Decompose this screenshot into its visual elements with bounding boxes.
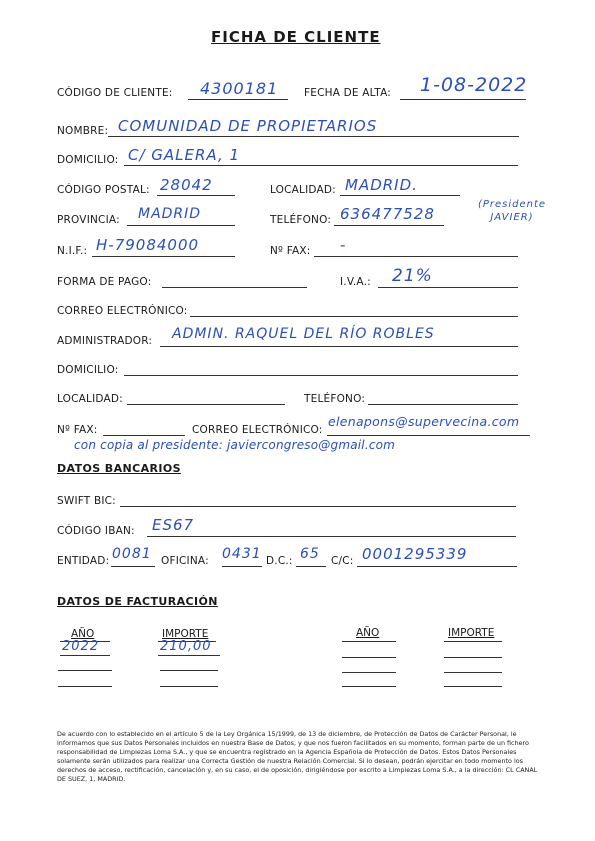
localidad-value[interactable]: MADRID. [345,176,418,194]
provincia-value[interactable]: MADRID [138,206,202,222]
telefono-note: (Presidente JAVIER) [477,199,547,223]
line-correo [190,316,518,317]
fact-line [444,686,502,687]
fact-line [342,657,396,658]
label-adm-fax: Nº FAX: [57,424,98,436]
codigo-postal-value[interactable]: 28042 [160,176,213,194]
label-iban: CÓDIGO IBAN: [57,525,135,537]
nombre-value[interactable]: COMUNIDAD DE PROPIETARIOS [118,117,378,135]
line-nombre [108,136,519,137]
label-localidad: LOCALIDAD: [270,184,336,196]
fact-line [58,670,112,671]
line-codigo-postal [157,195,235,196]
label-nombre: NOMBRE: [57,125,109,137]
line-adm-domicilio [124,375,518,376]
fact-line [444,641,502,642]
fact-line [342,686,396,687]
line-iva [378,287,518,288]
label-correo: CORREO ELECTRÓNICO: [57,305,188,317]
label-fecha-alta: FECHA DE ALTA: [304,87,391,99]
line-telefono [334,225,444,226]
label-adm-domicilio: DOMICILIO: [57,364,119,376]
fecha-alta-value[interactable]: 1-08-2022 [420,74,528,96]
entidad-value[interactable]: 0081 [112,546,152,562]
label-administrador: ADMINISTRADOR: [57,335,153,347]
label-cc: C/C: [331,555,354,567]
line-adm-correo [327,435,530,436]
line-oficina [222,566,262,567]
line-administrador [160,346,518,347]
bancarios-heading: DATOS BANCARIOS [57,462,181,475]
label-domicilio: DOMICILIO: [57,154,119,166]
label-adm-correo: CORREO ELECTRÓNICO: [192,424,323,436]
label-entidad: ENTIDAD: [57,555,110,567]
dc-value[interactable]: 65 [300,546,320,562]
nif-value[interactable]: H-79084000 [96,236,200,254]
line-localidad [340,195,460,196]
fact-line [342,641,396,642]
line-adm-localidad [127,404,285,405]
line-fax [314,256,518,257]
line-swift [120,506,516,507]
col-year-right: AÑO [356,627,380,639]
adm-correo-value[interactable]: elenapons@supervecina.com [328,414,520,429]
label-fax: Nº FAX: [270,245,311,257]
label-iva: I.V.A.: [340,276,371,288]
fact-line [58,686,112,687]
iva-value[interactable]: 21% [392,266,433,286]
label-codigo-postal: CÓDIGO POSTAL: [57,184,150,196]
label-swift: SWIFT BIC: [57,495,116,507]
page-title: FICHA DE CLIENTE [211,28,381,46]
line-adm-telefono [368,404,518,405]
line-entidad [111,566,155,567]
fax-value[interactable]: - [340,236,347,254]
administrador-value[interactable]: ADMIN. RAQUEL DEL RÍO ROBLES [172,326,435,342]
label-oficina: OFICINA: [161,555,209,567]
line-codigo-cliente [188,99,288,100]
fact-line [60,655,110,656]
line-cc [357,566,517,567]
label-dc: D.C.: [266,555,293,567]
iban-value[interactable]: ES67 [152,516,195,534]
codigo-cliente-value[interactable]: 4300181 [200,79,279,98]
col-amount-left: IMPORTE [162,628,209,640]
fact-year-value[interactable]: 2022 [62,639,100,654]
label-adm-telefono: TELÉFONO: [304,393,366,405]
line-nif [92,256,235,257]
line-forma-pago [162,287,307,288]
label-adm-localidad: LOCALIDAD: [57,393,123,405]
label-codigo-cliente: CÓDIGO DE CLIENTE: [57,87,173,99]
fact-line [160,686,218,687]
fact-line [444,657,502,658]
legal-notice: De acuerdo con lo establecido en el artículo 5 de la Ley Orgánica 15/1999, de 13 de diciembre, de Protección de Datos de Carácter Personal, le informamos que sus Datos Personales incluidos en nuestra Base de Datos, y que nos fueron facilitados en su momento, forman parte de un fichero responsabilidad de Limpiezas Loma S.A., y que se encuentra registrado en la Agencia Española de Protección de Datos. Estos Datos Personales solamente serán utilizados para realizar una Correcta Gestión de nuestra Relación Comercial. Si lo desean, podrán ejercitar en todo momento los derechos de acceso, rectificación, cancelación y, en su caso, el de oposición, dirigiéndose por escrito a Limpiezas Loma S.A., a la dirección: CL CANAL DE SUEZ, 1, MADRID. [57,730,538,783]
label-telefono: TELÉFONO: [270,214,332,226]
fact-line [160,670,218,671]
adm-correo-note: con copia al presidente: javiercongreso@gmail.com [74,438,396,452]
col-amount-right: IMPORTE [448,627,495,639]
cc-value[interactable]: 0001295339 [362,545,468,563]
line-iban [147,536,516,537]
fact-line [342,672,396,673]
line-adm-fax [103,435,185,436]
fact-amount-value[interactable]: 210,00 [160,639,212,654]
facturacion-heading: DATOS DE FACTURACIÓN [57,595,218,608]
line-fecha-alta [400,99,526,100]
line-provincia [127,225,235,226]
line-domicilio [124,165,518,166]
domicilio-value[interactable]: C/ GALERA, 1 [128,146,241,164]
oficina-value[interactable]: 0431 [222,546,262,562]
line-dc [296,566,326,567]
fact-line [444,672,502,673]
label-nif: N.I.F.: [57,245,88,257]
label-forma-pago: FORMA DE PAGO: [57,276,152,288]
col-year-left: AÑO [71,628,95,640]
fact-line [158,655,220,656]
telefono-value[interactable]: 636477528 [340,205,435,223]
label-provincia: PROVINCIA: [57,214,120,226]
